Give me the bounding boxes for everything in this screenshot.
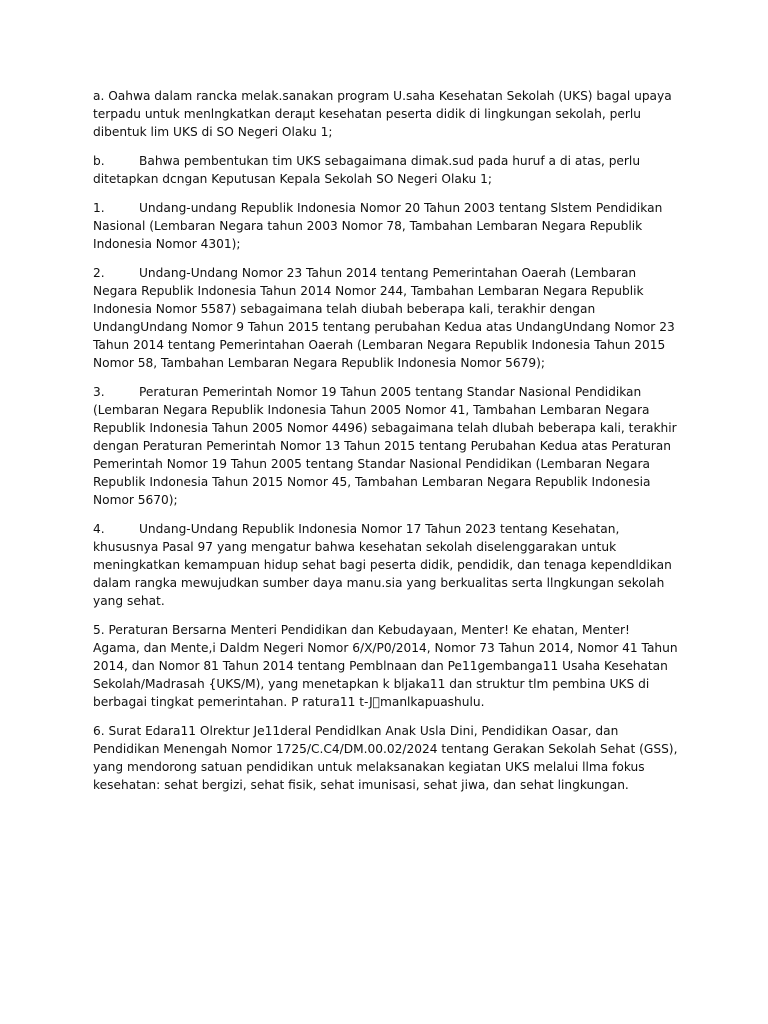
paragraph-text: Bahwa pembentukan tim UKS sebagaimana dimak.sud pada huruf a di atas, perlu ditetapkan dcngan Keputusan Kepala Sekolah SO Negeri Olaku 1; [93,154,641,186]
paragraph-text: 6. Surat Edara11 Olrektur Je11deral Pendidlkan Anak Usla Dini, Pendidikan Oasar, dan Pendidikan Menengah Nomor 1725/C.C4/DM.00.02/2024 tentang Gerakan Sekolah Sehat (GSS), yang mendorong satuan pendidikan untuk melaksanakan kegiatan UKS melalui llma fokus kesehatan: sehat bergizi, sehat fisik, sehat imunisasi, sehat jiwa, dan sehat lingkungan. [93,724,678,792]
paragraph-4 [93,520,679,610]
paragraph-text: Peraturan Pemerintah Nomor 19 Tahun 2005 tentang Standar Nasional Pendidikan (Lembaran Negara Republik Indonesia Tahun 2005 Nomor 41, Tambahan Lembaran Negara Republik Indonesia Tahun 2005 Nomor 4496) sebagaimana telah dlubah beberapa kali, terakhir dengan Peraturan Pemerintah Nomor 13 Tahun 2015 tentang Perubahan Kedua atas Peraturan Pemerintah Nomor 19 Tahun 2005 tentang Standar Nasional Pendidikan (Lembaran Negara Republik Indonesia Tahun 2015 Nomor 45, Tambahan Lembaran Negara Republik Indonesia Nomor 5670); [93,385,677,507]
paragraph-5 [93,621,679,711]
paragraph-text: Undang-Undang Republik Indonesia Nomor 17 Tahun 2023 tentang Kesehatan, khususnya Pasal 97 yang mengatur bahwa kesehatan sekolah diselenggarakan untuk meningkatkan kemampuan hidup sehat bagi peserta didik, pendidik, dan tenaga kependldikan dalam rangka mewujudkan sumber daya manu.sia yang berkualitas serta llngkungan sekolah yang sehat. [93,522,672,608]
paragraph-text: Undang-undang Republik Indonesia Nomor 20 Tahun 2003 tentang Slstem Pendidikan Nasional (Lembaran Negara tahun 2003 Nomor 78, Tambahan Lembaran Negara Republik Indonesia Nomor 4301); [93,201,663,251]
paragraph-2 [93,264,679,372]
paragraph-3 [93,383,679,509]
paragraph-6 [93,722,679,794]
paragraph-b [93,152,679,188]
document-body [93,87,679,805]
paragraph-a [93,87,679,141]
paragraph-text: Undang-Undang Nomor 23 Tahun 2014 tentang Pemerintahan Oaerah (Lembaran Negara Republik Indonesia Tahun 2014 Nomor 244, Tambahan Lembaran Negara Republik Indonesia Nomor 5587) sebagaimana telah diubah beberapa kali, terakhir dengan UndangUndang Nomor 9 Tahun 2015 tentang perubahan Kedua atas UndangUndang Nomor 23 Tahun 2014 tentang Pemerintahan Oaerah (Lembaran Negara Republik Indonesia Tahun 2015 Nomor 58, Tambahan Lembaran Negara Republik Indonesia Nomor 5679); [93,266,675,370]
list-marker: 1. [93,201,105,215]
paragraph-text: 5. Peraturan Bersarna Menteri Pendidikan dan Kebudayaan, Menter! Ke ehatan, Menter! Agama, dan Mente,i Daldm Negeri Nomor 6/X/P0/2014, Nomor 73 Tahun 2014, Nomor 41 Tahun 2014, dan Nomor 81 Tahun 2014 tentang Pemblnaan dan Pe11gembanga11 Usaha Kesehatan Sekolah/Madrasah {UKS/M), yang menetapkan k bljaka11 dan struktur tlm pembina UKS di berbagai tingkat pemerintahan. P ratura11 t-J⃞manlkapuashulu. [93,623,678,709]
list-marker: 4. [93,522,105,536]
list-marker: 2. [93,266,105,280]
paragraph-text: a. Oahwa dalam rancka melak.sanakan program U.saha Kesehatan Sekolah (UKS) bagal upaya terpadu untuk menlngkatkan deraµt kesehatan peserta didik di lingkungan sekolah, perlu dibentuk lim UKS di SO Negeri Olaku 1; [93,89,672,139]
list-marker: b. [93,154,105,168]
list-marker: 3. [93,385,105,399]
paragraph-1 [93,199,679,253]
